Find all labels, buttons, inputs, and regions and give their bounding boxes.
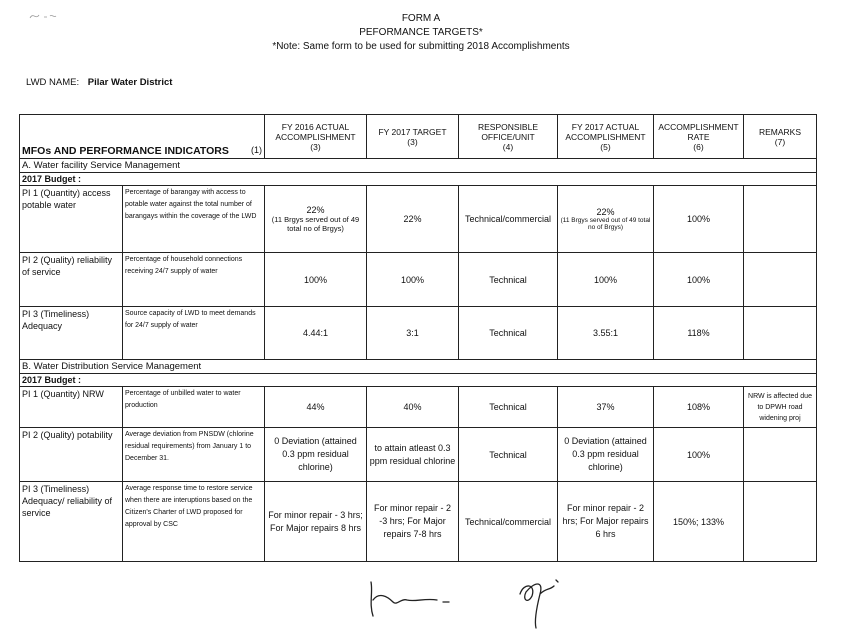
budget-label: 2017 Budget : — [20, 173, 817, 186]
header-row — [20, 115, 817, 159]
actual-cell: 22% (11 Brgys served out of 49 total no of Brgys) — [558, 186, 654, 253]
office-cell: Technical — [459, 253, 558, 307]
col-rate-header: ACCOMPLISHMENT RATE (6) — [654, 115, 744, 159]
rate-cell: 100% — [654, 253, 744, 307]
rate-cell: 100% — [654, 186, 744, 253]
table-row — [20, 186, 817, 253]
rate-cell: 108% — [654, 387, 744, 428]
budget-row — [20, 173, 817, 186]
actual-cell: 0 Deviation (attained 0.3 ppm residual chlorine) — [558, 428, 654, 482]
col-mfo-header: MFOs AND PERFORMANCE INDICATORS (1) — [20, 115, 265, 159]
indicator-cell: Percentage of unbilled water to water production — [123, 387, 265, 428]
target-cell: 3:1 — [367, 307, 459, 360]
indicator-cell: Percentage of household connections receiving 24/7 supply of water — [123, 253, 265, 307]
remarks-cell — [744, 186, 817, 253]
section-title: B. Water Distribution Service Management — [20, 360, 817, 374]
col-remarks-header: REMARKS (7) — [744, 115, 817, 159]
remarks-cell — [744, 482, 817, 562]
budget-row — [20, 374, 817, 387]
indicator-cell: Percentage of barangay with access to potable water against the total number of barangays within the coverage of the LWD — [123, 186, 265, 253]
col-fy2017-actual-header: FY 2017 ACTUAL ACCOMPLISHMENT (5) — [558, 115, 654, 159]
rate-cell: 118% — [654, 307, 744, 360]
remarks-cell — [744, 307, 817, 360]
target-cell: to attain atleast 0.3 ppm residual chlorine — [367, 428, 459, 482]
indicator-cell: Average response time to restore service when there are interuptions based on the Citizen's Charter of LWD proposed for approval by CSC — [123, 482, 265, 562]
remarks-cell: NRW is affected due to DPWH road widening proj — [744, 387, 817, 428]
fy2016-cell: 0 Deviation (attained 0.3 ppm residual chlorine) — [265, 428, 367, 482]
office-cell: Technical — [459, 387, 558, 428]
lwd-name-line — [26, 77, 172, 88]
target-cell: 100% — [367, 253, 459, 307]
col-fy2016-header: FY 2016 ACTUAL ACCOMPLISHMENT (3) — [265, 115, 367, 159]
indicator-cell: Average deviation from PNSDW (chlorine residual requirements) from January 1 to December 31. — [123, 428, 265, 482]
actual-cell: 100% — [558, 253, 654, 307]
section-a-row — [20, 159, 817, 173]
office-cell: Technical — [459, 307, 558, 360]
target-cell: 40% — [367, 387, 459, 428]
actual-cell: For minor repair - 2 hrs; For Major repairs 6 hrs — [558, 482, 654, 562]
actual-cell: 37% — [558, 387, 654, 428]
form-title: FORM A — [401, 13, 441, 24]
target-cell: For minor repair - 2 -3 hrs; For Major repairs 7-8 hrs — [367, 482, 459, 562]
office-cell: Technical — [459, 428, 558, 482]
section-b-row — [20, 360, 817, 374]
table-row — [20, 307, 817, 360]
rate-cell: 100% — [654, 428, 744, 482]
pi-cell: PI 1 (Quantity) NRW — [20, 387, 123, 428]
form-note: *Note: Same form to be used for submitting 2018 Accomplishments — [272, 41, 570, 52]
office-cell: Technical/commercial — [459, 482, 558, 562]
office-cell: Technical/commercial — [459, 186, 558, 253]
fy2016-cell: 44% — [265, 387, 367, 428]
signature-right — [510, 572, 570, 632]
pi-cell: PI 2 (Quality) reliability of service — [20, 253, 123, 307]
table-row — [20, 482, 817, 562]
section-title: A. Water facility Service Management — [20, 159, 817, 173]
col-fy2017-target-header: FY 2017 TARGET (3) — [367, 115, 459, 159]
lwd-name-value: Pilar Water District — [87, 77, 173, 88]
signature-left — [365, 578, 460, 620]
table-row — [20, 428, 817, 482]
budget-label: 2017 Budget : — [20, 374, 817, 387]
pi-cell: PI 1 (Quantity) access potable water — [20, 186, 123, 253]
performance-targets-table — [19, 114, 817, 562]
table-row — [20, 387, 817, 428]
remarks-cell — [744, 253, 817, 307]
fy2016-cell: For minor repair - 3 hrs; For Major repairs 8 hrs — [265, 482, 367, 562]
target-cell: 22% — [367, 186, 459, 253]
col-office-header: RESPONSIBLE OFFICE/UNIT (4) — [459, 115, 558, 159]
form-subtitle: PEFORMANCE TARGETS* — [359, 27, 483, 38]
pi-cell: PI 2 (Quality) potability — [20, 428, 123, 482]
table-row — [20, 253, 817, 307]
remarks-cell — [744, 428, 817, 482]
actual-cell: 3.55:1 — [558, 307, 654, 360]
rate-cell: 150%; 133% — [654, 482, 744, 562]
fy2016-cell: 22% (11 Brgys served out of 49 total no of Brgys) — [265, 186, 367, 253]
fy2016-cell: 4.44:1 — [265, 307, 367, 360]
indicator-cell: Source capacity of LWD to meet demands for 24/7 supply of water — [123, 307, 265, 360]
pi-cell: PI 3 (Timeliness) Adequacy/ reliability of service — [20, 482, 123, 562]
fy2016-cell: 100% — [265, 253, 367, 307]
lwd-name-label: LWD NAME: — [26, 77, 80, 88]
pi-cell: PI 3 (Timeliness) Adequacy — [20, 307, 123, 360]
